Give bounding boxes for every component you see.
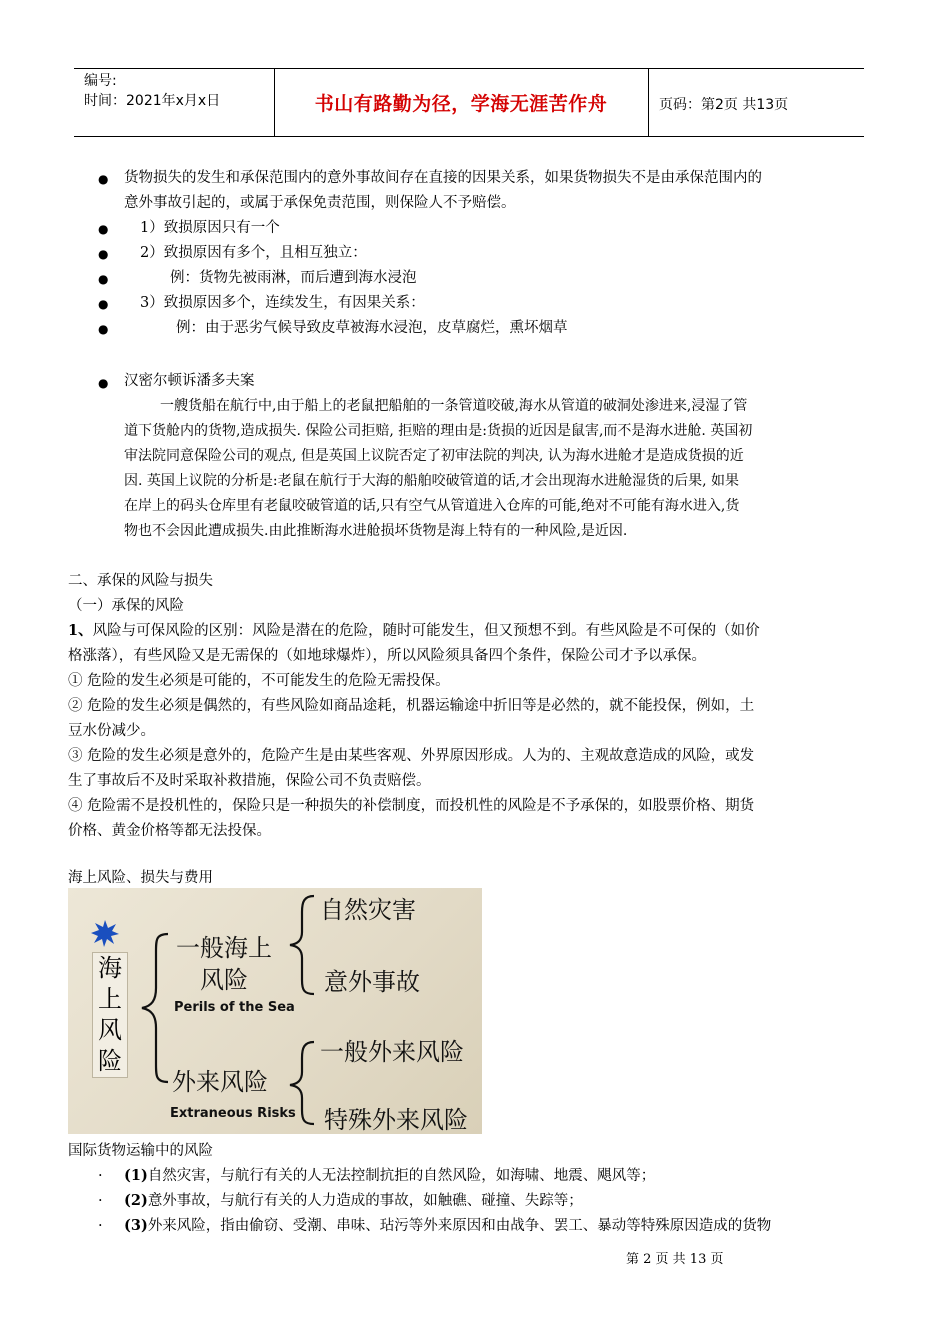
case-title: 汉密尔顿诉潘多夫案 bbox=[124, 373, 255, 389]
condition-item-cont: 价格、黄金价格等都无法投保。 bbox=[68, 823, 271, 839]
paragraph-line: 格涨落），有些风险又是无需保的（如地球爆炸），所以风险须具备四个条件，保险公司才予以承保。 bbox=[68, 648, 706, 664]
intl-item: (3)外来风险，指由偷窃、受潮、串味、玷污等外来原因和由战争、罢工、暴动等特殊原因造成的货物 bbox=[124, 1217, 772, 1234]
bullet-icon: ● bbox=[98, 322, 109, 336]
header-motto-cell bbox=[274, 69, 649, 136]
intl-item: (2)意外事故，与航行有关的人力造成的事故，如触礁、碰撞、失踪等； bbox=[124, 1192, 583, 1209]
natural-disaster-label: 自然灾害 bbox=[320, 896, 416, 924]
time-label: 时间：2021年x月x日 bbox=[84, 93, 221, 109]
extraneous-risk-label: 外来风险 bbox=[172, 1068, 268, 1096]
bullet-text: 例：货物先被雨淋，而后遭到海水浸泡 bbox=[170, 270, 417, 286]
star-icon bbox=[91, 920, 119, 947]
bullet-icon: ● bbox=[98, 272, 109, 286]
bullet-text: 意外事故引起的，或属于承保免责范围，则保险人不予赔偿。 bbox=[124, 195, 516, 211]
bullet-icon: ● bbox=[98, 376, 109, 390]
sea-risk-root: 海 上 风 险 bbox=[92, 952, 128, 1078]
header-page-cell bbox=[649, 69, 864, 136]
general-sea-risk-label-2: 风险 bbox=[200, 966, 248, 994]
condition-item: ③ 危险的发生必须是意外的，危险产生是由某些客观、外界原因形成。人为的、主观故意造成的风险，或发 bbox=[68, 748, 755, 764]
bullet-icon: ● bbox=[98, 222, 109, 236]
case-line: 道下货舱内的货物,造成损失. 保险公司拒赔, 拒赔的理由是:货损的近因是鼠害,而不是海水进舱. 英国初 bbox=[124, 423, 753, 439]
special-extraneous-label: 特殊外来风险 bbox=[324, 1106, 468, 1134]
bullet-icon: ● bbox=[98, 297, 109, 311]
diagram-caption: 海上风险、损失与费用 bbox=[68, 870, 213, 886]
general-extraneous-label: 一般外来风险 bbox=[320, 1038, 464, 1066]
bullet-text: 3）致损原因多个，连续发生，有因果关系： bbox=[140, 295, 425, 311]
bullet-text: 1）致损原因只有一个 bbox=[140, 220, 280, 236]
page-header bbox=[74, 68, 864, 137]
case-line: 物也不会因此遭成损失.由此推断海水进舱损坏货物是海上特有的一种风险,是近因. bbox=[124, 523, 628, 539]
list-item-dot: · bbox=[98, 1193, 103, 1209]
extraneous-risks-en-label: Extraneous Risks bbox=[170, 1106, 296, 1121]
case-line: 因. 英国上议院的分析是:老鼠在航行于大海的船舶咬破管道的话,才会出现海水进舱湿货的后果, 如果 bbox=[124, 473, 739, 489]
accident-label: 意外事故 bbox=[324, 968, 420, 996]
list-item-dot: · bbox=[98, 1218, 103, 1234]
intl-heading: 国际货物运输中的风险 bbox=[68, 1143, 213, 1159]
general-sea-risk-label: 一般海上 bbox=[176, 934, 272, 962]
page-info: 页码：第2页 共13页 bbox=[659, 97, 789, 113]
case-line: 一艘货船在航行中,由于船上的老鼠把船舶的一条管道咬破,海水从管道的破洞处渗进来,浸湿了管 bbox=[160, 398, 748, 414]
section-heading: 二、承保的风险与损失 bbox=[68, 573, 213, 589]
case-line: 在岸上的码头仓库里有老鼠咬破管道的话,只有空气从管道进入仓库的可能,绝对不可能有海水进入,货 bbox=[124, 498, 740, 514]
page-footer: 第 2 页 共 13 页 bbox=[626, 1252, 724, 1267]
header-meta-cell bbox=[74, 69, 275, 136]
condition-item: ① 危险的发生必须是可能的，不可能发生的危险无需投保。 bbox=[68, 673, 450, 689]
paragraph-number: 1、 bbox=[68, 622, 93, 639]
subsection-heading: （一）承保的风险 bbox=[68, 598, 184, 614]
bullet-text: 2）致损原因有多个，且相互独立： bbox=[140, 245, 367, 261]
risk-diagram bbox=[68, 888, 482, 1134]
condition-item: ② 危险的发生必须是偶然的，有些风险如商品途耗，机器运输途中折旧等是必然的，就不能投保，例如，土 bbox=[68, 698, 755, 714]
bullet-icon: ● bbox=[98, 247, 109, 261]
number-label: 编号: bbox=[84, 73, 117, 89]
list-item-dot: · bbox=[98, 1168, 103, 1184]
motto: 书山有路勤为径，学海无涯苦作舟 bbox=[314, 93, 608, 115]
bullet-icon: ● bbox=[98, 172, 109, 186]
condition-item: ④ 危险需不是投机性的，保险只是一种损失的补偿制度，而投机性的风险是不予承保的，如股票价格、期货 bbox=[68, 798, 755, 814]
condition-item-cont: 生了事故后不及时采取补救措施，保险公司不负责赔偿。 bbox=[68, 773, 431, 789]
intl-item: (1)自然灾害，与航行有关的人无法控制抗拒的自然风险，如海啸、地震、飓风等； bbox=[124, 1167, 656, 1184]
condition-item-cont: 豆水份减少。 bbox=[68, 723, 155, 739]
bullet-text: 例：由于恶劣气候导致皮草被海水浸泡，皮草腐烂，熏坏烟草 bbox=[176, 320, 568, 336]
perils-of-sea-label: Perils of the Sea bbox=[174, 1000, 295, 1015]
paragraph-text: 风险与可保风险的区别：风险是潜在的危险，随时可能发生，但又预想不到。有些风险是不可保的（如价 bbox=[92, 623, 760, 639]
case-line: 审法院同意保险公司的观点, 但是英国上议院否定了初审法院的判决, 认为海水进舱才是造成货损的近 bbox=[124, 448, 744, 464]
bullet-text: 货物损失的发生和承保范围内的意外事故间存在直接的因果关系，如果货物损失不是由承保范围内的 bbox=[124, 170, 762, 186]
paragraph-line bbox=[68, 619, 760, 644]
